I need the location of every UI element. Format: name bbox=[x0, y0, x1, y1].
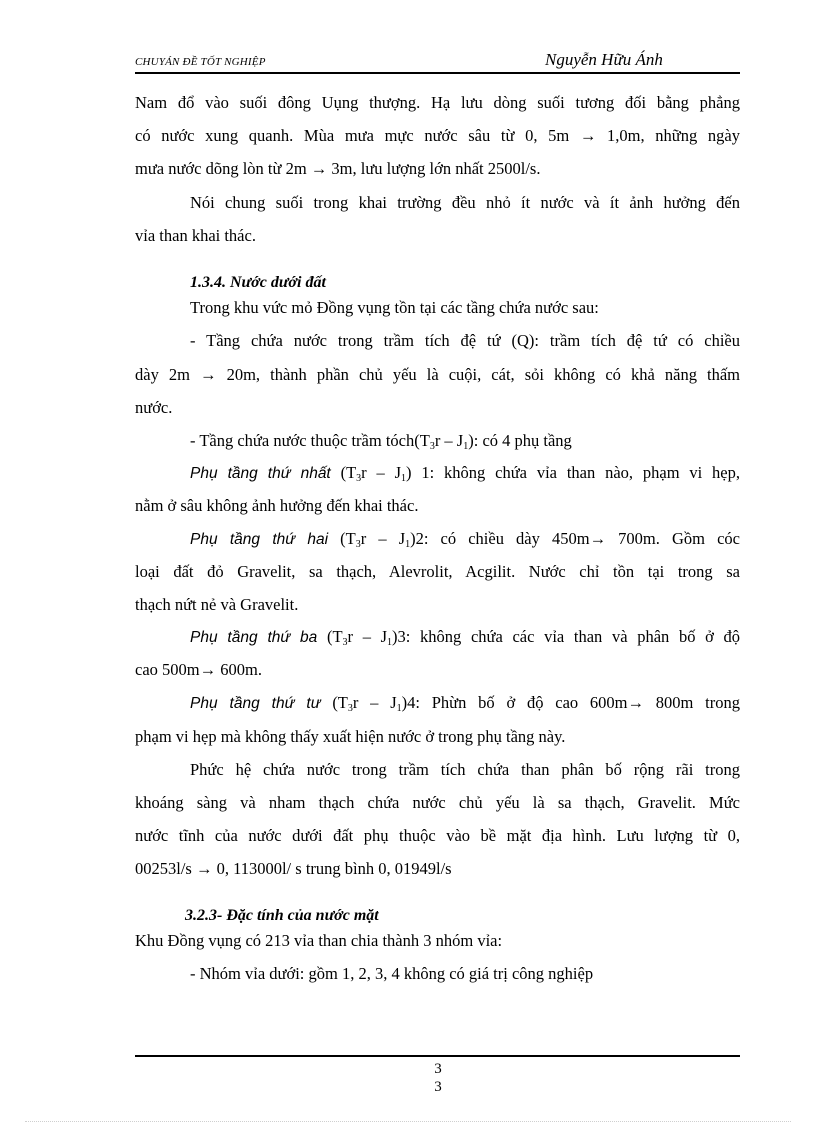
subscript: 3 bbox=[347, 703, 353, 714]
text-run: )2: có chiều dày 450m→ 700m. Gồm cóc bbox=[410, 529, 740, 548]
body-line: cao 500m→ 600m. bbox=[135, 660, 262, 679]
subscript: 3 bbox=[429, 441, 435, 452]
page-header bbox=[135, 50, 740, 74]
footer-rule bbox=[135, 1055, 740, 1057]
body-line: dày 2m → 20m, thành phần chủ yếu là cuội, cát, sỏi không có khả năng thấm bbox=[135, 365, 740, 384]
text-run: ) 1: không chứa vỉa than nào, phạm vi hẹp, bbox=[406, 463, 740, 482]
body-line: mưa nước dõng lòn từ 2m → 3m, lưu lượng lớn nhất 2500l/s. bbox=[135, 159, 541, 178]
subscript: 1 bbox=[405, 539, 411, 550]
body-line: phạm vi hẹp mà không thấy xuất hiện nước ở trong phụ tầng này. bbox=[135, 727, 566, 746]
subscript: 3 bbox=[342, 637, 348, 648]
page-number: 3 bbox=[434, 1061, 442, 1077]
italic-term: Phụ tầng thứ tư bbox=[190, 695, 321, 712]
body-line: loại đất đỏ Gravelit, sa thạch, Alevrolit, Acgilit. Nước chỉ tồn tại trong sa bbox=[135, 562, 740, 581]
body-line: 00253l/s → 0, 113000l/ s trung bình 0, 01949l/s bbox=[135, 859, 452, 878]
text-run: r – J bbox=[347, 627, 388, 646]
body-line: - Tầng chứa nước trong trầm tích đệ tứ (Q): trầm tích đệ tứ có chiều bbox=[190, 331, 740, 350]
text-run: r – J bbox=[434, 431, 464, 450]
italic-term: Phụ tầng thứ ba bbox=[190, 629, 318, 646]
body-line: có nước xung quanh. Mùa mưa mực nước sâu từ 0, 5m → 1,0m, những ngày bbox=[135, 126, 740, 145]
body-line: nước tĩnh của nước dưới đất phụ thuộc vào bề mặt địa hình. Lưu lượng từ 0, bbox=[135, 826, 740, 845]
text-run: (T bbox=[328, 529, 356, 548]
subscript: 3 bbox=[355, 539, 361, 550]
body-line: nước. bbox=[135, 398, 173, 417]
section-heading: 1.3.4. Nước dưới đất bbox=[190, 274, 326, 291]
text-run: )4: Phừn bố ở độ cao 600m→ 800m trong bbox=[401, 693, 740, 712]
text-run: )3: không chứa các vỉa than và phân bố ở độ bbox=[392, 627, 740, 646]
body-line bbox=[190, 463, 740, 484]
body-line bbox=[190, 529, 740, 550]
page-bottom-border bbox=[25, 1121, 791, 1122]
italic-term: Phụ tầng thứ hai bbox=[190, 531, 329, 548]
text-run: r – J bbox=[352, 693, 397, 712]
body-line: - Nhóm vỉa dưới: gồm 1, 2, 3, 4 không có giá trị công nghiệp bbox=[190, 964, 594, 983]
subscript: 1 bbox=[396, 703, 402, 714]
body-line: vỉa than khai thác. bbox=[135, 226, 256, 245]
italic-term: Phụ tầng thứ nhất bbox=[190, 465, 331, 482]
body-line: Phức hệ chứa nước trong trầm tích chứa than phân bố rộng rãi trong bbox=[190, 760, 740, 779]
text-run: (T bbox=[317, 627, 343, 646]
text-run: r – J bbox=[361, 463, 402, 482]
body-line: Khu Đồng vụng có 213 vỉa than chia thành 3 nhóm vỉa: bbox=[135, 931, 503, 950]
body-line: Nói chung suối trong khai trường đều nhỏ ít nước và ít ảnh hưởng đến bbox=[190, 193, 740, 212]
body-line bbox=[190, 627, 740, 648]
subscript: 1 bbox=[387, 637, 393, 648]
text-run: (T bbox=[330, 463, 357, 482]
page-number: 3 bbox=[434, 1079, 442, 1095]
subscript: 1 bbox=[401, 473, 407, 484]
body-line bbox=[190, 431, 795, 451]
body-line: nằm ở sâu không ảnh hưởng đến khai thác. bbox=[135, 496, 419, 515]
body-line: Nam đổ vào suối đông Uụng thượng. Hạ lưu dòng suối tương đối bằng phẳng bbox=[135, 93, 740, 112]
text-run: - Tầng chứa nước thuộc trầm tóch(T bbox=[190, 431, 430, 450]
text-run: (T bbox=[320, 693, 348, 712]
subscript: 3 bbox=[356, 473, 362, 484]
section-heading: 3.2.3- Đặc tính của nước mặt bbox=[185, 907, 379, 924]
subscript: 1 bbox=[463, 441, 469, 452]
body-line: Trong khu vức mỏ Đồng vụng tồn tại các tầng chứa nước sau: bbox=[190, 298, 599, 317]
text-run: ): có 4 phụ tầng bbox=[468, 431, 572, 450]
body-line bbox=[190, 693, 740, 714]
header-author-name: Nguyễn Hữu Ánh bbox=[545, 50, 663, 69]
text-run: r – J bbox=[360, 529, 406, 548]
body-line: thạch nứt nẻ và Gravelit. bbox=[135, 595, 299, 614]
header-document-title: CHUYÁN ĐỀ TỐT NGHIỆP bbox=[135, 56, 266, 68]
body-line: khoáng sàng và nham thạch chứa nước chủ yếu là sa thạch, Gravelit. Mức bbox=[135, 793, 740, 812]
